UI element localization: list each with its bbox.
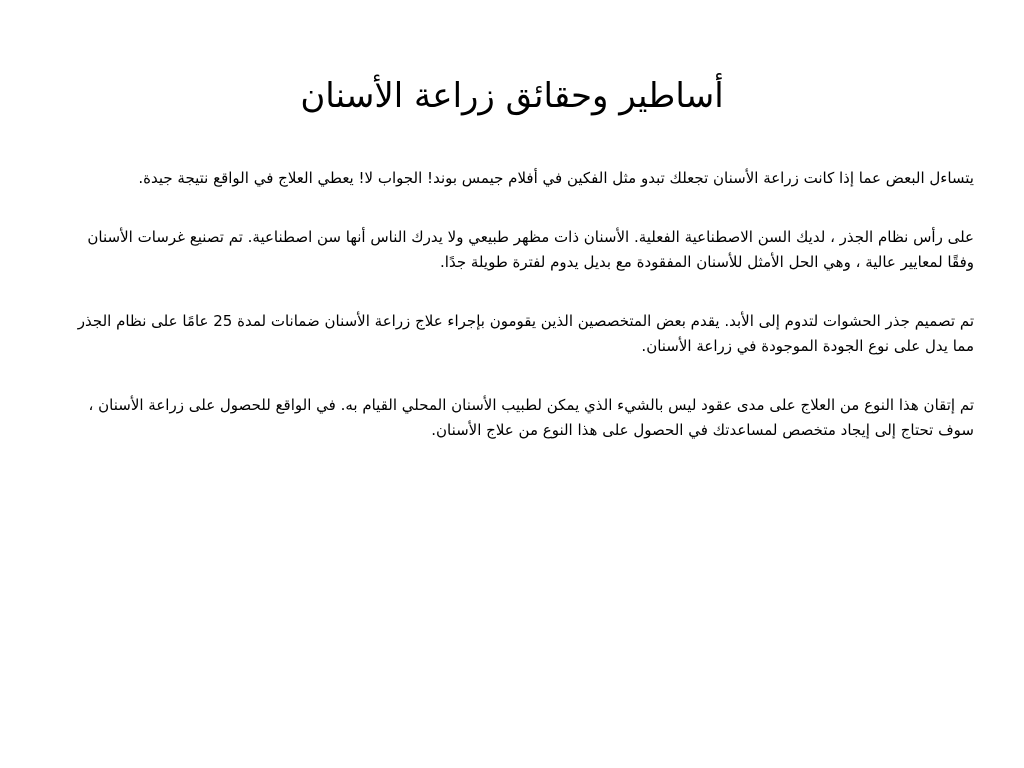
paragraph-1: يتساءل البعض عما إذا كانت زراعة الأسنان تجعلك تبدو مثل الفكين في أفلام جيمس بوند! الجواب لا! يعطي العلاج في الواقع نتيجة جيدة. [138,169,974,187]
paragraph-2: على رأس نظام الجذر ، لديك السن الاصطناعية الفعلية. الأسنان ذات مظهر طبيعي ولا يدرك الناس أنها سن اصطناعية. تم تصنيع غرسات الأسنان وفقًا لمعايير عالية ، وهي الحل الأمثل للأسنان المفقودة مع بديل يدوم لفترة طويلة جدًا. [87,228,974,271]
paragraph-3: تم تصميم جذر الحشوات لتدوم إلى الأبد. يقدم بعض المتخصصين الذين يقومون بإجراء علاج زراعة الأسنان ضمانات لمدة 25 عامًا على نظام الجذر مما يدل على نوع الجودة الموجودة في زراعة الأسنان. [77,312,974,355]
slide-body [64,166,974,477]
paragraph-4: تم إتقان هذا النوع من العلاج على مدى عقود ليس بالشيء الذي يمكن لطبيب الأسنان المحلي القيام به. في الواقع للحصول على زراعة الأسنان ، سوف تحتاج إلى إيجاد متخصص لمساعدتك في الحصول على هذا النوع من علاج الأسنان. [88,396,974,439]
slide-title: أساطير وحقائق زراعة الأسنان [300,76,724,116]
